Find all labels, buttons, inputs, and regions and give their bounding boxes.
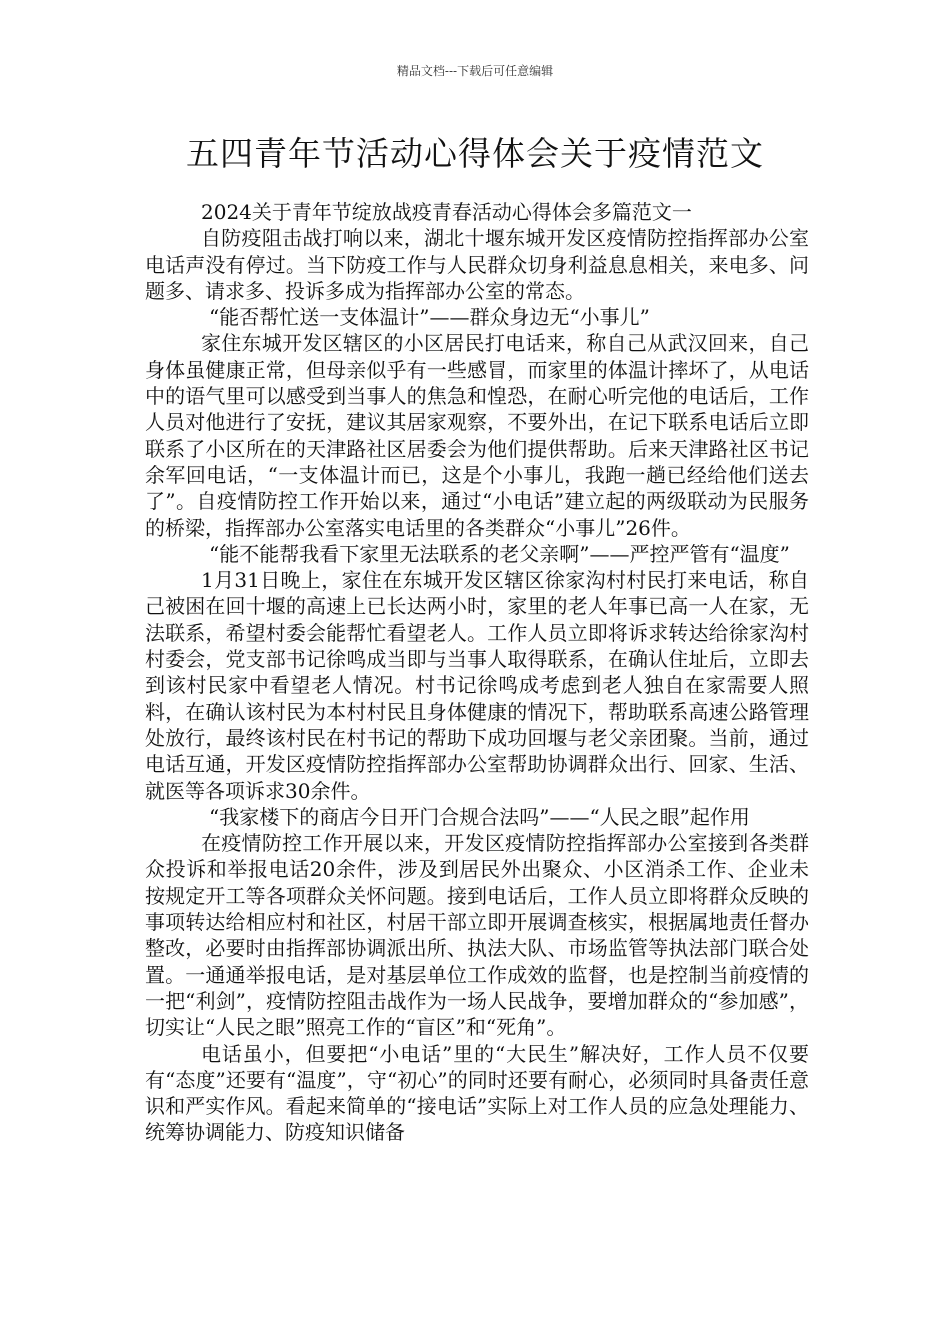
paragraph: 1月31日晚上，家住在东城开发区辖区徐家沟村村民打来电话，称自己被困在回十堰的高速上已长达两小时，家里的老人年事已高一人在家，无法联系，希望村委会能帮忙看望老人。工作人员立即将诉求转达给徐家沟村村委会，党支部书记徐鸣成当即与当事人取得联系，在确认住址后，立即去到该村民家中看望老人情况。村书记徐鸣成考虑到老人独自在家需要人照料，在确认该村民为本村村民且身体健康的情况下，帮助联系高速公路管理处放行，最终该村民在村书记的帮助下成功回堰与老父亲团聚。当前，通过电话互通，开发区疫情防控指挥部办公室帮助协调群众出行、回家、生活、就医等各项诉求30余件。 — [145, 568, 809, 803]
paragraph: 电话虽小，但要把“小电话”里的“大民生”解决好，工作人员不仅要有“态度”还要有“温度”，守“初心”的同时还要有耐心，必须同时具备责任意识和严实作风。看起来简单的“接电话”实际上对工作人员的应急处理能力、统筹协调能力、防疫知识储备 — [145, 1041, 809, 1145]
paragraph: 家住东城开发区辖区的小区居民打电话来，称自己从武汉回来，自己身体虽健康正常，但母亲似乎有一些感冒，而家里的体温计摔坏了，从电话中的语气里可以感受到当事人的焦急和惶恐，在耐心听完他的电话后，工作人员对他进行了安抚，建议其居家观察，不要外出，在记下联系电话后立即联系了小区所在的天津路社区居委会为他们提供帮助。后来天津路社区书记余军回电话，“一支体温计而已，这是个小事儿，我跑一趟已经给他们送去了”。自疫情防控工作开始以来，通过“小电话”建立起的两级联动为民服务的桥梁，指挥部办公室落实电话里的各类群众“小事儿”26件。 — [145, 331, 809, 540]
document-title: 五四青年节活动心得体会关于疫情范文 — [186, 134, 764, 173]
header-note: 精品文档---下载后可任意编辑 — [396, 64, 554, 78]
paragraph: 自防疫阻击战打响以来，湖北十堰东城开发区疫情防控指挥部办公室电话声没有停过。当下防疫工作与人民群众切身利益息息相关，来电多、问题多、请求多、投诉多成为指挥部办公室的常态。 — [145, 226, 809, 303]
document-body — [145, 199, 809, 1146]
subheading: “能否帮忙送一支体温计”——群众身边无“小事儿” — [209, 305, 650, 330]
subheading: “能不能帮我看下家里无法联系的老父亲啊”——严控严管有“温度” — [209, 541, 790, 566]
intro-line: 2024关于青年节绽放战疫青春活动心得体会多篇范文一 — [201, 200, 692, 224]
subheading: “我家楼下的商店今日开门合规合法吗”——“人民之眼”起作用 — [209, 804, 750, 829]
paragraph: 在疫情防控工作开展以来，开发区疫情防控指挥部办公室接到各类群众投诉和举报电话20余件，涉及到居民外出聚众、小区消杀工作、企业未按规定开工等各项群众关怀问题。接到电话后，工作人员立即将群众反映的事项转达给相应村和社区，村居干部立即开展调查核实，根据属地责任督办整改，必要时由指挥部协调派出所、执法大队、市场监管等执法部门联合处置。一通通举报电话，是对基层单位工作成效的监督，也是控制当前疫情的一把“利剑”，疫情防控阻击战作为一场人民战争，要增加群众的“参加感”，切实让“人民之眼”照亮工作的“盲区”和“死角”。 — [145, 831, 809, 1040]
